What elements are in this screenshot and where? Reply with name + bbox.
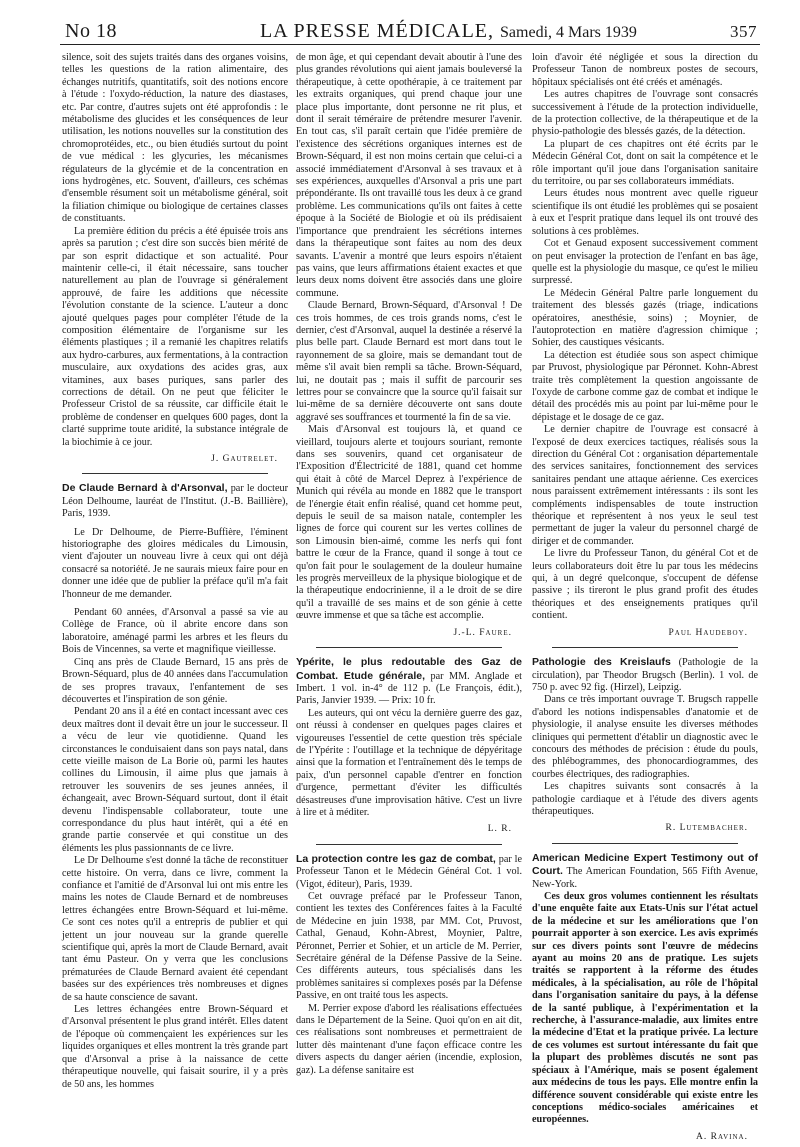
signature: L. R.: [487, 824, 512, 835]
paragraph: La détection est étudiée sous son aspect chimique par Pruvost, physiologique par Péronnet. Kohn-Abrest traite très complètement la question angoissante de l'oxyde de carbone comme gaz de combat et indique le détail des procédés mis au point par lui-même pour le dépistage et le dosage de ce gaz.: [532, 349, 758, 423]
page-header: [65, 20, 757, 42]
review-reference: par le Professeur Tanon et le Médecin Général Cot. 1 vol. (Vigot, éditeur), Paris, 1939.: [296, 853, 522, 890]
divider: [316, 844, 502, 845]
paragraph: Cinq ans près de Claude Bernard, 15 ans près de Brown-Séquard, plus de 40 années dans l'accumulation de ses propres travaux, l'enfantement de ses découvertes et l'inspiration de son génie.: [62, 656, 288, 705]
paragraph: Dans ce très important ouvrage T. Brugsch rappelle d'abord les notions indispensables d'anatomie et de physiologie, il analyse ensuite les diverses méthodes cliniques qui permettent d'établir un diagnostic avec le concours des méthodes de précision : étude du pouls, des phlébogrammes, des phonocardiogrammes, des courbes électriques, des radiographies.: [532, 694, 758, 780]
issue-number: No 18: [65, 20, 117, 42]
review-title: De Claude Bernard à d'Arsonval,: [62, 482, 228, 495]
review-reference: par le docteur Léon Delhoume, lauréat de l'Institut. (J.-B. Baillière), Paris, 1939.: [62, 483, 288, 520]
journal-name: LA PRESSE MÉDICALE,: [260, 20, 495, 42]
journal-title: [260, 20, 637, 43]
paragraph: Les auteurs, qui ont vécu la dernière guerre des gaz, ont réussi à condenser en quelques pages claires et vigoureuses l'essentiel de cette question très spéciale de l'Ypérite : l'outillage et la technique de dépyéritage ainsi que la formation et l'entraînement dès le temps de paix, d'un personnel capable d'entrer en fonction d'urgence, permettant d'éviter les difficultés désastreuses d'une improvisation hâtive. C'est un livre à lire et à méditer.: [296, 707, 522, 818]
divider: [82, 473, 268, 474]
signature: J.-L. Faure.: [453, 627, 512, 638]
paragraph: Le dernier chapitre de l'ouvrage est consacré à l'exposé de deux exercices tactiques, réalisés sous la direction du Général Cot : organisation départementale des services sanitaires, fonctionnement des services sanitaires pendant une attaque aérienne. Ces exercices nous paraissent extrêmement intéressants : ils sont les compléments indispensables de toute instruction théorique et représentent à nos yeux le seul test permettant de juger la valeur du personnel chargé de diriger et de commander.: [532, 424, 758, 547]
paragraph: Mais d'Arsonval est toujours là, et quand ce vieillard, toujours alerte et toujours souriant, remonte dans ses souvenirs, quand cet organisateur de l'Exposition d'Électricité de 1881, quand cet homme qui était à côté de Marcel Deprez à l'expérience de Munich qui révéla au monde en 1882 que le transport de l'énergie était enfin réalisé, quand cet homme peut, depuis le seuil de sa maison natale, contempler les lignes de force qui courent sur les vertes collines de son Limousin bien-aimé, comme les nerfs qui font battre le cœur de la France, quand il songe à tout ce qu'on fait pour le soulagement de la douleur humaine les progrès merveilleux de la physique biologique et de la thérapeutique endocrinienne, il a le droit de se dire qu'il a travaillé de ses mains et de son génie à cette œuvre immense et que sa tâche est accomplie.: [296, 424, 522, 622]
paragraph: de mon âge, et qui cependant devait aboutir à l'une des plus grandes révolutions qui aient jamais bouleversé la thérapeutique, à cette opothérapie, à ce traitement par les extraits organiques, qui prend chaque jour une place plus importante, dont personne ne rit plus, et dont il serait téméraire de prétendre mesurer l'avenir. En tout cas, s'il paraît certain que l'idée première de l'existence des sécrétions organiques internes est de Brown-Séquard, il est non moins certain que celui-ci a associé immédiatement d'Arsonval à ses travaux et à ses expériences, auxquelles d'Arsonval a pris une part prépondérante. Ils ont travaillé tous les deux à ce grand problème. Les communications qu'ils ont faites à cette époque à la Société de Biologie et où ils prédisaient l'importance que prendraient les sécrétions internes dans la thérapeutique sont faites au nom des deux savants. L'avenir a montré que leurs espoirs n'étaient pas vains, que leurs affirmations étaient exactes et que leurs deux noms doivent être associés dans une gloire commune.: [296, 52, 522, 299]
review-reference: The American Foundation, 565 Fifth Avenue, New-York.: [532, 866, 758, 890]
paragraph: Le Dr Delhoume, de Pierre-Buffière, l'éminent historiographe des gloires médicales du Limousin, vient d'ajouter un nouveau livre à ceux qui ont déjà consacré sa notoriété. Je ne saurais mieux faire pour en donner une idée que de publier la préface qu'il m'a fait l'honneur de me demander.: [62, 526, 288, 600]
page-number: 357: [730, 22, 757, 41]
issue-date: Samedi, 4 Mars 1939: [500, 24, 637, 41]
paragraph: La plupart de ces chapitres ont été écrits par le Médecin Général Cot, dont on sait la compétence et le rôle important qu'il joue dans l'organisation sanitaire du territoire, ou par ses collaborateurs immédiats.: [532, 138, 758, 188]
paragraph: silence, soit des sujets traités dans des organes voisins, telles les questions de la ration alimentaire, des échanges nutritifs, quantitatifs, soit des notions encore à l'étude : l'oxydo-réduction, la nature des diastases, etc. Par contre, d'autres sujets ont été approfondis : le métabolisme des glucides et les conséquences de leur utilisation, les notions nouvelles sur la constitution des chromoprotéides, etc., ou bien étudiés surtout du point de vue médical : les glycuries, les mécanismes régulateurs de la glycémie et de la concentration en ions hydrogènes, etc. Souvent, d'ailleurs, ces schémas d'ensemble résument soit un métabolisme général, soit la filiation chimique ou biologique de certaines classes de constituants.: [62, 52, 288, 225]
paragraph: Les chapitres suivants sont consacrés à la pathologie cardiaque et à l'étude des divers agents thérapeutiques.: [532, 781, 758, 817]
paragraph: Pendant 60 années, d'Arsonval a passé sa vie au Collège de France, où il abrite encore dans son laboratoire, aménagé parmi les arbres et les fleurs du Bois de Vincennes, sa verte et magnifique vieillesse.: [62, 607, 288, 656]
divider: [552, 843, 738, 844]
review-heading: [296, 853, 522, 891]
signature: A. Ravina.: [696, 1131, 748, 1142]
paragraph: La première édition du précis a été épuisée trois ans après sa parution ; c'est dire son succès bien mérité de par son esprit didactique et son actualité. Pour maintenir celle-ci, il était nécessaire, sans toucher naturellement au plan de l'ouvrage si généralement approuvé, de faire les additions que nécessite l'évolution constante de la science. L'auteur a donc ajouté quelques pages pour compléter l'étude de la composition élémentaire de l'organisme sur les éléments plastiques ; il a remanié les chapitres relatifs aux hydro-carbures, aux fermentations, à la contraction musculaire, aux oxydations des acides gras, aux vitamines, aux bases puriques, sans parler des corrections de détail. On ne peut que féliciter le Professeur Cristol de sa réussite, car difficile était le problème de condenser en quelques 600 pages, dont la clarté supprime toute aridité, la substance intégrale de la biochimie à ce jour.: [62, 225, 288, 448]
review-heading: [532, 656, 758, 694]
divider: [316, 647, 502, 648]
column-2: [296, 52, 522, 1077]
paragraph: Leurs études nous montrent avec quelle rigueur scientifique ils ont étudié les problèmes qui se posaient à eux et l'esprit pratique dans lequel ils ont trouvé des solutions à ces problèmes.: [532, 188, 758, 237]
paragraph: Ces deux gros volumes contiennent les résultats d'une enquête faite aux Etats-Unis sur l'état actuel de la médecine et sur les améliorations que l'on pourrait apporter à son exercice. Les avis exprimés sur ces divers points sont l'œuvre de médecins ayant au moins 20 ans de pratique. Les sujets traités se rapportent à la réforme des études médicales, à la spécialisation, au rôle de l'hôpital dans l'organisation sanitaire du pays, à la défense de la santé publique, à l'expérimentation et la recherche, à l'assurance-maladie, aux limites entre la médecine d'Etat et la pratique privée. La lecture de ces volumes est surtout intéressante du fait que la plupart des problèmes discutés ne sont pas spéciaux à l'Amérique, mais se posent également aux médecins de tous les pays. Elle montre enfin la différence souvent considérable qui existe entre les conceptions médico-sociales américaines et européennes.: [532, 891, 758, 1126]
paragraph: Claude Bernard, Brown-Séquard, d'Arsonval ! De ces trois hommes, de ces trois grands noms, c'est le dernier, c'est d'Arsonval, auquel la destinée a réservé la plus belle part. Claude Bernard est mort dans tout le rayonnement de sa gloire, mais se demandant tout de même s'il avait bien rempli sa tâche. Brown-Séquard, lui, ne doutait pas ; mais il suffit de parcourir ses lettres pour se convaincre que la source qu'il faisait sur lui-même de sa dernière découverte ont sans doute aggravé ses souffrances et tourmenté la fin de sa vie.: [296, 300, 522, 423]
paragraph: Le livre du Professeur Tanon, du général Cot et de leurs collaborateurs doit être lu par tous les médecins qui, à un degré quelconque, s'occupent de défense passive ; ils tireront le plus grand profit des études théoriques et des enseignements pratiques qu'il contient.: [532, 548, 758, 622]
paragraph: Le Médecin Général Paltre parle longuement du traitement des blessés gazés (triage, indications opératoires, anesthésie, soins) ; Moynier, de l'autoprotection en matière d'agression chimique ; Sohier, des caustiques vésicants.: [532, 287, 758, 349]
review-title: La protection contre les gaz de combat,: [296, 852, 496, 865]
review-reference: (Pathologie de la circulation), par Theodor Brugsch (Berlin). 1 vol. de 750 p. avec 92 fig. (Hirzel), Leipzig.: [532, 657, 759, 693]
review-title: Pathologie des Kreislaufs: [532, 656, 671, 669]
paragraph: Cet ouvrage préfacé par le Professeur Tanon, contient les textes des Conférences faites à la Faculté de Médecine en juin 1938, par MM. Cot, Pruvost, Cathal, Genaud, Kohn-Abrest, Moynier, Paltre, Péronnet, Perrier et Sohier, et un article de M. Perrier, Secrétaire général de la Défense Passive de la Seine. Ces différents auteurs, tous spécialisés dans les problèmes sanitaires si complexes posés par la Défense Passive, en ont traité tous les aspects.: [296, 891, 522, 1002]
signature: R. Lutembacher.: [665, 823, 748, 834]
signature: J. Gautrelet.: [211, 454, 278, 464]
column-1: [62, 52, 288, 1091]
header-rule: [60, 44, 760, 45]
paragraph: Les autres chapitres de l'ouvrage sont consacrés successivement à l'étude de la protection individuelle, de la protection collective, de la thérapeutique et de la physio-pathologie des blessés gazés, de la détection.: [532, 89, 758, 138]
review-title: Ypérite, le plus redoutable des Gaz de Combat. Etude générale,: [296, 656, 522, 682]
paragraph: Cot et Genaud exposent successivement comment on peut envisager la protection de l'enfant en bas âge, quelle est la physiologie du masque, ce qu'est le milieu surpressé.: [532, 238, 758, 287]
review-heading: [62, 482, 288, 520]
paragraph: Les lettres échangées entre Brown-Séquard et d'Arsonval présentent le plus grand intérêt. Elles datent de l'époque où commençaient les expériences sur les liquides organiques et elles montrent la très grande part que d'Arsonval a prise à la naissance de cette thérapeutique nouvelle, qui faisait sourire, il y a près de 50 ans, les hommes: [62, 1004, 288, 1090]
paragraph: M. Perrier expose d'abord les réalisations effectuées dans le Département de la Seine. Quoi qu'on en ait dit, ces réalisations sont nombreuses et permettraient de lutter dès maintenant d'une façon efficace contre les divers aspects du danger aérien (incendie, explosion, gaz). La défense sanitaire est: [296, 1002, 522, 1076]
column-3: [532, 52, 758, 1147]
paragraph: loin d'avoir été négligée et sous la direction du Professeur Tanon de nombreux postes de secours, hôpitaux spécialisés ont été créés et aménagés.: [532, 52, 758, 88]
divider: [552, 647, 738, 648]
review-heading: [296, 656, 522, 708]
signature: Paul Haudeboy.: [668, 627, 748, 638]
paragraph: Le Dr Delhoume s'est donné la tâche de reconstituer cette histoire. On verra, dans ce livre, comment la confiance et l'amitié de d'Arsonval lui ont mis entre les mains les notes de Claude Bernard et de nombreuses lettres échangées entre Brown-Séquard et lui-même. Ce sont ces notes qu'il a entrepris de publier et qui jettent un jour nouveau sur la grande querelle scientifique qui, après la mort de Claude Bernard, avait tant ému Pasteur. On y verra que les conclusions prématurées de Claude Bernard avaient été cependant basées sur des expériences très nombreuses et dignes de sa haute conscience de savant.: [62, 855, 288, 1003]
review-heading: [532, 852, 758, 891]
paragraph: Pendant 20 ans il a été en contact incessant avec ces deux maîtres dont il devait être un jour le successeur. Il a vécu de leur vie quotidienne. Quand les circonstances le conduisaient dans son pays natal, dans cette vieille maison de La Borie où, parmi les hautes collines du Limousin, il aime plus que jamais à retrouver les souvenirs de ses jeunes années, il échangeait, avec Brown-Séquard surtout, dont il était devenu l'indispensable collaborateur, toute une correspondance du plus haut intérêt, qui a été en grande partie conservée et qui constitue un des éléments les plus passionnants de ce livre.: [62, 706, 288, 854]
review-reference: par MM. Anglade et Imbert. 1 vol. in-4° de 112 p. (Le François, édit.), Paris, Janvier 1939. — Prix: 10 fr.: [296, 670, 522, 707]
review-title: American Medicine Expert Testimony out of Court.: [532, 851, 758, 878]
